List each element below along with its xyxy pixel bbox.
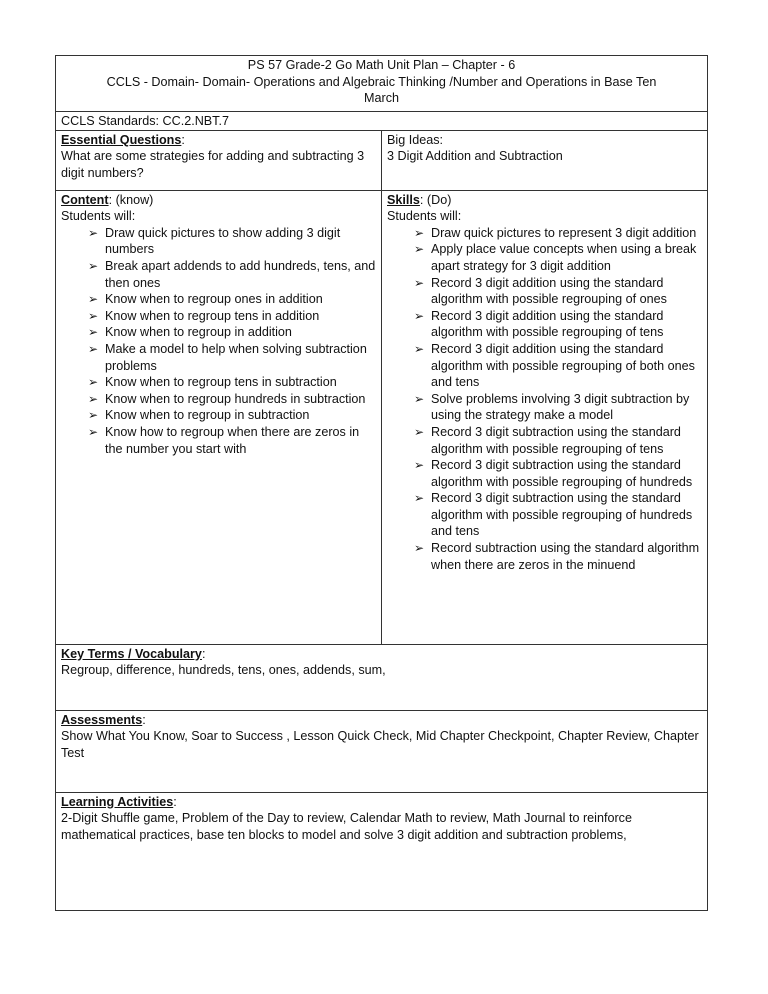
- arrow-bullet-icon: ➢: [88, 225, 99, 240]
- list-item-text: Know when to regroup tens in addition: [105, 308, 320, 323]
- content-list: [61, 225, 376, 457]
- big-ideas-text: 3 Digit Addition and Subtraction: [387, 149, 563, 164]
- list-item: [61, 341, 376, 374]
- standards-cell: [56, 112, 708, 131]
- list-item: [61, 308, 376, 325]
- learning-activities-cell: Learning Activities: 2-Digit Shuffle game, Problem of the Day to review, Calendar Math to review, Math Journal to reinforce mathematical practices, base ten blocks to model and solve 3 digit addition and subtraction problems,: [56, 792, 708, 910]
- assessments-label: Assessments: [61, 712, 143, 727]
- list-item-text: Know when to regroup tens in subtraction: [105, 375, 337, 390]
- list-item: [387, 424, 702, 457]
- unit-plan-document: [55, 55, 708, 911]
- list-item: [61, 374, 376, 391]
- list-item: [387, 540, 702, 573]
- arrow-bullet-icon: ➢: [88, 258, 99, 273]
- arrow-bullet-icon: ➢: [88, 424, 99, 439]
- list-item: [387, 225, 702, 242]
- skills-intro: Students will:: [387, 209, 462, 224]
- arrow-bullet-icon: ➢: [414, 458, 425, 473]
- list-item-text: Record 3 digit subtraction using the standard algorithm with possible regrouping of hundreds: [431, 458, 693, 489]
- content-cell: Content: (know) Students will: ➢ Draw quick pictures to show adding 3 digit numbers ➢ Break apart addends to add hundreds, tens, and then ones ➢ Know when to regroup ones in addition ➢ Know when to regroup tens in addition ➢ Know when to regroup in addition ➢ Make a model to help when solving subtraction problems ➢ Know when to regroup tens in subtraction ➢ Know when to regroup hundreds in subtraction ➢ Know when to regroup in subtraction ➢ Know how to regroup when there are zeros in the number you start with: [56, 190, 382, 644]
- list-item: [61, 407, 376, 424]
- list-item-text: Apply place value concepts when using a break apart strategy for 3 digit addition: [431, 242, 697, 273]
- learning-activities-label: Learning Activities: [61, 794, 174, 809]
- essential-questions-cell: Essential Questions: What are some strategies for adding and subtracting 3 digit numbers?: [56, 130, 382, 190]
- assessments-text: Show What You Know, Soar to Success , Lesson Quick Check, Mid Chapter Checkpoint, Chapter Review, Chapter Test: [61, 729, 699, 760]
- content-intro: Students will:: [61, 209, 136, 224]
- list-item-text: Break apart addends to add hundreds, tens, and then ones: [105, 258, 376, 290]
- arrow-bullet-icon: ➢: [88, 325, 99, 340]
- arrow-bullet-icon: ➢: [414, 424, 425, 439]
- list-item: [61, 291, 376, 308]
- essential-questions-text: What are some strategies for adding and subtracting 3 digit numbers?: [61, 149, 365, 180]
- list-item: [387, 490, 702, 540]
- big-ideas-label: Big Ideas:: [387, 132, 444, 147]
- header-month: March: [364, 91, 399, 106]
- assessments-cell: Assessments: Show What You Know, Soar to Success , Lesson Quick Check, Mid Chapter Checkpoint, Chapter Review, Chapter Test: [56, 710, 708, 792]
- list-item: [387, 341, 702, 391]
- skills-list: [387, 225, 702, 573]
- list-item: [387, 275, 702, 308]
- header-domain: CCLS - Domain- Domain- Operations and Algebraic Thinking /Number and Operations in Base Ten: [106, 74, 657, 89]
- list-item: [61, 324, 376, 341]
- list-item: [61, 391, 376, 408]
- arrow-bullet-icon: ➢: [88, 375, 99, 390]
- list-item-text: Know when to regroup in subtraction: [105, 408, 310, 423]
- arrow-bullet-icon: ➢: [414, 341, 425, 356]
- list-item: [61, 258, 376, 291]
- list-item-text: Draw quick pictures to show adding 3 digit numbers: [105, 225, 341, 257]
- arrow-bullet-icon: ➢: [88, 391, 99, 406]
- list-item-text: Know when to regroup ones in addition: [105, 292, 323, 307]
- arrow-bullet-icon: ➢: [414, 541, 425, 556]
- list-item: [387, 308, 702, 341]
- skills-label: Skills: [387, 192, 420, 207]
- arrow-bullet-icon: ➢: [88, 341, 99, 356]
- list-item-text: Record 3 digit subtraction using the standard algorithm with possible regrouping of tens: [431, 424, 681, 456]
- skills-cell: Skills: (Do) Students will: ➢ Draw quick pictures to represent 3 digit addition ➢ Apply place value concepts when using a break apart strategy for 3 digit addition ➢ Record 3 digit addition using the standard algorithm with possible regrouping of ones ➢ Record 3 digit addition using the standard algorithm with possible regrouping of tens ➢ Record 3 digit addition using the standard algorithm with possible regrouping of both ones and tens ➢ Solve problems involving 3 digit subtraction by using the strategy make a model ➢ Record 3 digit subtraction using the standard algorithm with possible regrouping of tens ➢ Record 3 digit subtraction using the standard algorithm with possible regrouping of hundreds ➢ Record 3 digit subtraction using the standard algorithm with possible regrouping of hundreds and tens ➢ Record subtraction using the standard algorithm when there are zeros in the minuend: [382, 190, 708, 644]
- list-item: [61, 424, 376, 457]
- plan-header: [56, 56, 708, 112]
- list-item: [387, 457, 702, 490]
- arrow-bullet-icon: ➢: [414, 491, 425, 506]
- learning-activities-text: 2-Digit Shuffle game, Problem of the Day to review, Calendar Math to review, Math Journal to reinforce mathematical practices, base ten blocks to model and solve 3 digit addition and subtraction problems,: [61, 811, 632, 842]
- arrow-bullet-icon: ➢: [414, 225, 425, 240]
- arrow-bullet-icon: ➢: [414, 275, 425, 290]
- arrow-bullet-icon: ➢: [88, 408, 99, 423]
- arrow-bullet-icon: ➢: [414, 391, 425, 406]
- arrow-bullet-icon: ➢: [414, 308, 425, 323]
- list-item-text: Record 3 digit subtraction using the standard algorithm with possible regrouping of hundreds and tens: [431, 491, 693, 539]
- list-item-text: Solve problems involving 3 digit subtraction by using the strategy make a model: [431, 391, 690, 423]
- key-terms-text: Regroup, difference, hundreds, tens, ones, addends, sum,: [61, 663, 386, 678]
- big-ideas-cell: [382, 130, 708, 190]
- header-title: PS 57 Grade-2 Go Math Unit Plan – Chapter - 6: [247, 58, 516, 72]
- essential-questions-label: Essential Questions: [61, 132, 182, 147]
- content-label: Content: [61, 192, 109, 207]
- list-item: [61, 225, 376, 258]
- list-item-text: Record subtraction using the standard algorithm when there are zeros in the minuend: [431, 541, 700, 572]
- arrow-bullet-icon: ➢: [88, 292, 99, 307]
- list-item-text: Know when to regroup in addition: [105, 325, 292, 340]
- list-item-text: Record 3 digit addition using the standard algorithm with possible regrouping of both ones and tens: [431, 341, 695, 390]
- key-terms-label: Key Terms / Vocabulary: [61, 646, 202, 661]
- list-item-text: Make a model to help when solving subtraction problems: [105, 341, 367, 373]
- list-item: [387, 391, 702, 424]
- list-item-text: Record 3 digit addition using the standard algorithm with possible regrouping of tens: [431, 308, 664, 340]
- key-terms-cell: Key Terms / Vocabulary: Regroup, difference, hundreds, tens, ones, addends, sum,: [56, 644, 708, 710]
- standards-text: CCLS Standards: CC.2.NBT.7: [61, 114, 229, 128]
- arrow-bullet-icon: ➢: [414, 242, 425, 257]
- list-item-text: Know when to regroup hundreds in subtraction: [105, 391, 366, 406]
- list-item-text: Draw quick pictures to represent 3 digit addition: [431, 225, 697, 240]
- list-item-text: Record 3 digit addition using the standard algorithm with possible regrouping of ones: [431, 275, 667, 307]
- arrow-bullet-icon: ➢: [88, 308, 99, 323]
- list-item: [387, 241, 702, 274]
- unit-plan-table: [55, 55, 708, 911]
- list-item-text: Know how to regroup when there are zeros in the number you start with: [105, 424, 360, 456]
